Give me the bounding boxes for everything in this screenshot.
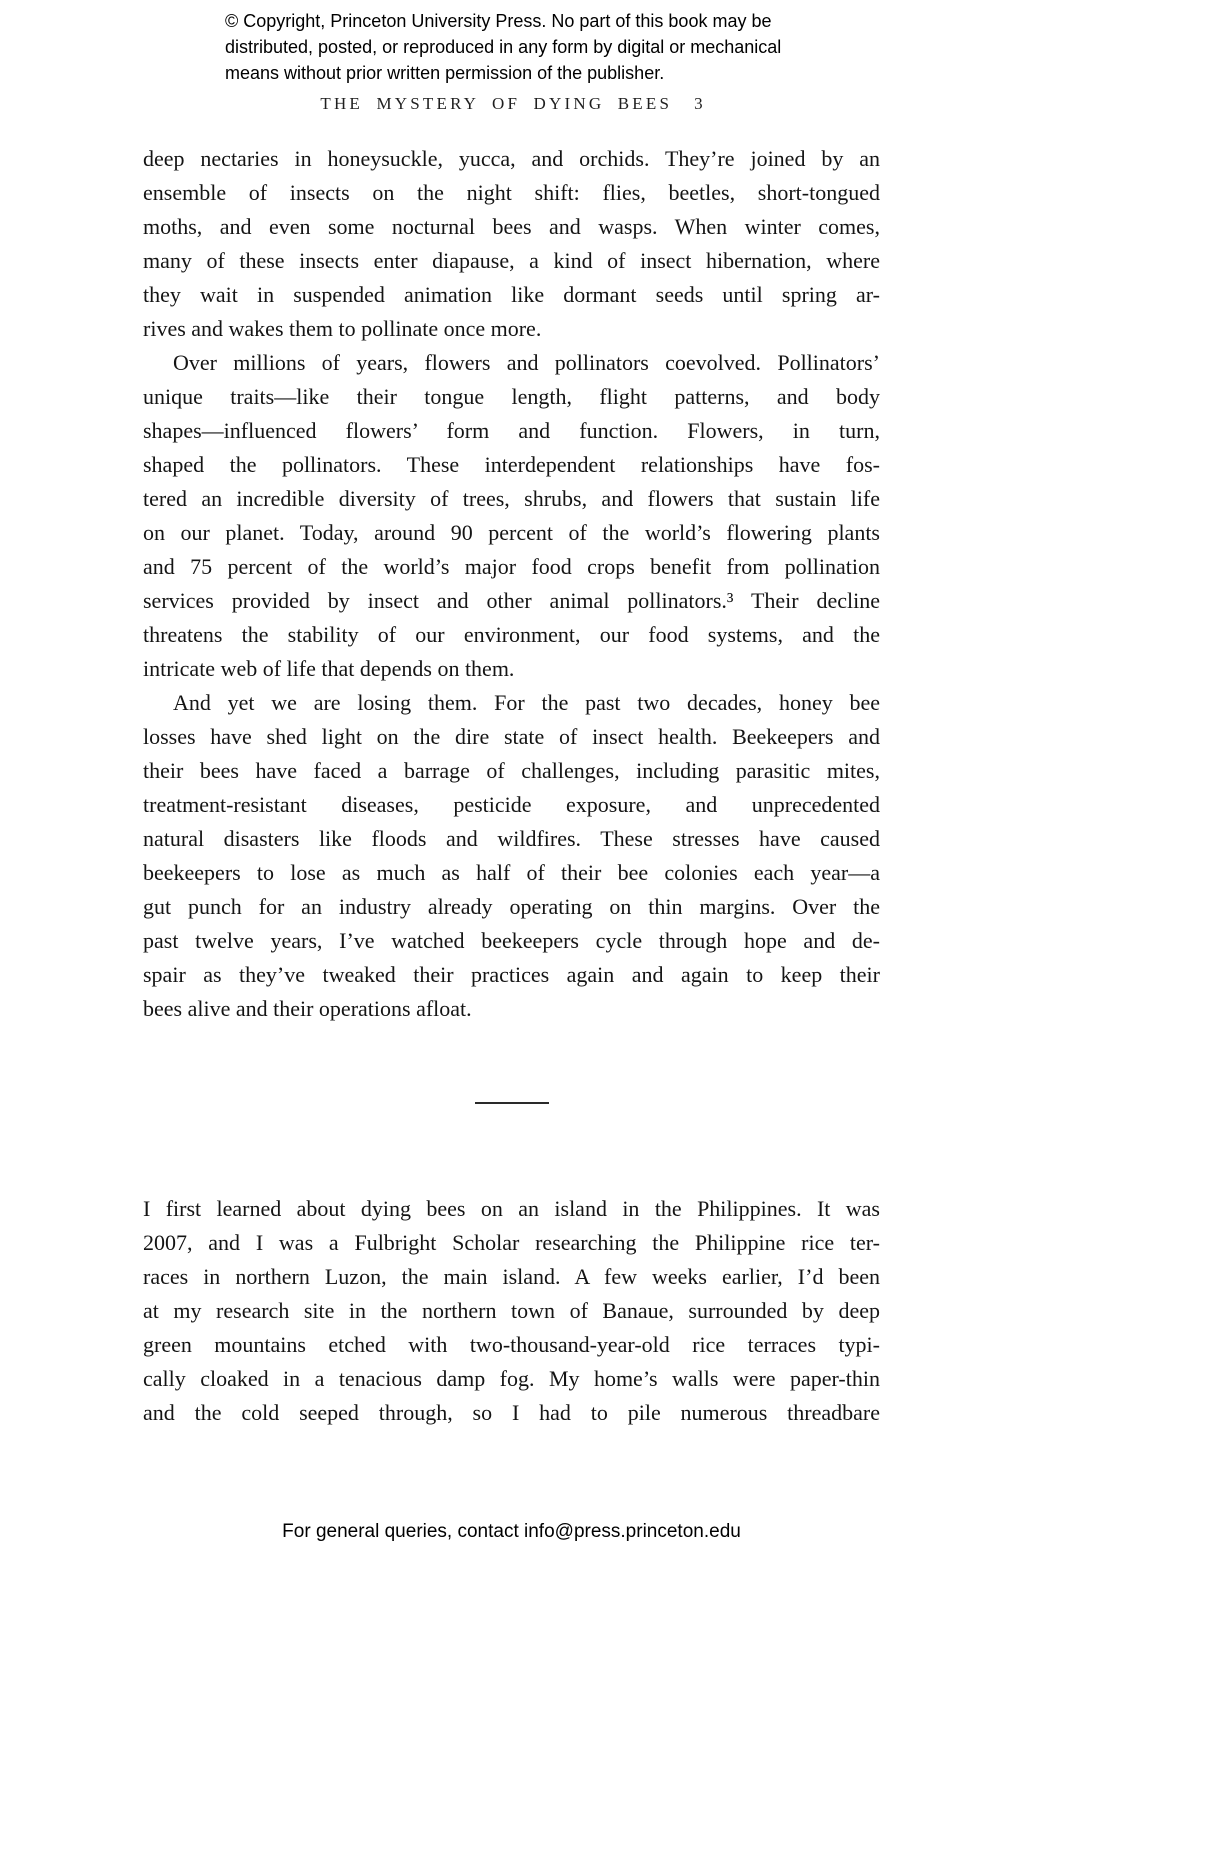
text-line: treatment-resistant diseases, pesticide exposure, and unprecedented [143,792,880,817]
text-line: ensemble of insects on the night shift: flies, beetles, short-tongued [143,180,880,205]
text-line: green mountains etched with two-thousand-year-old rice terraces typi- [143,1332,880,1357]
text-line: spair as they’ve tweaked their practices again and again to keep their [143,962,880,987]
text-line: moths, and even some nocturnal bees and wasps. When winter comes, [143,214,880,239]
section-break-rule [475,1102,549,1104]
paragraph [143,1192,880,1430]
text-line: I first learned about dying bees on an island in the Philippines. It was [143,1196,880,1221]
copyright-notice [225,8,781,86]
text-line: past twelve years, I’ve watched beekeepers cycle through hope and de- [143,928,880,953]
text-line: And yet we are losing them. For the past two decades, honey bee [173,690,880,715]
paragraph [143,686,880,1026]
text-line: deep nectaries in honeysuckle, yucca, and orchids. They’re joined by an [143,146,880,171]
text-line: tered an incredible diversity of trees, shrubs, and flowers that sustain life [143,486,880,511]
text-line: at my research site in the northern town of Banaue, surrounded by deep [143,1298,880,1323]
text-line: their bees have faced a barrage of challenges, including parasitic mites, [143,758,880,783]
text-line: bees alive and their operations afloat. [143,996,472,1021]
text-line: natural disasters like floods and wildfires. These stresses have caused [143,826,880,851]
running-head [143,94,880,114]
text-line: races in northern Luzon, the main island. A few weeks earlier, I’d been [143,1264,880,1289]
text-line: and 75 percent of the world’s major food crops benefit from pollination [143,554,880,579]
text-line: many of these insects enter diapause, a kind of insect hibernation, where [143,248,880,273]
running-head-title: THE MYSTERY OF DYING BEES [320,94,673,113]
text-line: 2007, and I was a Fulbright Scholar researching the Philippine rice ter- [143,1230,880,1255]
paragraph [143,346,880,686]
text-line: shapes—influenced flowers’ form and function. Flowers, in turn, [143,418,880,443]
copyright-line: distributed, posted, or reproduced in any form by digital or mechanical [225,37,782,57]
copyright-line: means without prior written permission of the publisher. [225,63,665,83]
text-line: unique traits—like their tongue length, flight patterns, and body [143,384,880,409]
text-line: shaped the pollinators. These interdependent relationships have fos- [143,452,880,477]
footer-contact-note: For general queries, contact info@press.princeton.edu [282,1521,741,1542]
paragraph [143,142,880,346]
text-line: services provided by insect and other animal pollinators.³ Their decline [143,588,880,613]
text-line: cally cloaked in a tenacious damp fog. My home’s walls were paper-thin [143,1366,880,1391]
page-number: 3 [694,94,703,113]
text-line: they wait in suspended animation like dormant seeds until spring ar- [143,282,880,307]
text-line: gut punch for an industry already operating on thin margins. Over the [143,894,880,919]
copyright-line: © Copyright, Princeton University Press. No part of this book may be [225,11,772,31]
text-line: rives and wakes them to pollinate once more. [143,316,542,341]
text-line: threatens the stability of our environment, our food systems, and the [143,622,880,647]
text-line: losses have shed light on the dire state of insect health. Beekeepers and [143,724,880,749]
text-line: Over millions of years, flowers and pollinators coevolved. Pollinators’ [173,350,880,375]
body-text [143,142,880,1430]
text-line: beekeepers to lose as much as half of their bee colonies each year—a [143,860,880,885]
text-line: intricate web of life that depends on them. [143,656,515,681]
text-line: and the cold seeped through, so I had to pile numerous threadbare [143,1400,880,1425]
text-section-1 [143,142,880,1026]
text-section-2 [143,1192,880,1430]
text-line: on our planet. Today, around 90 percent of the world’s flowering plants [143,520,880,545]
